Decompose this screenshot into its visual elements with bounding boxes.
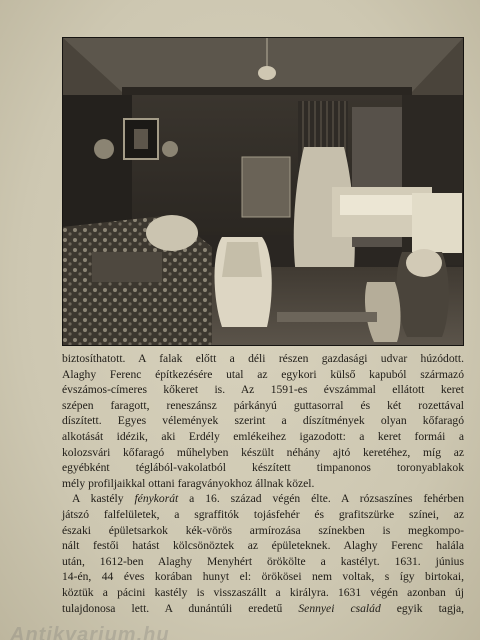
text-run: egyik tagja, bbox=[380, 601, 465, 615]
text-line-with-emphasis bbox=[62, 601, 464, 617]
text-line: Alaghy Ferenc építkezésére utal az egykori külső kapuból származó bbox=[62, 367, 464, 381]
text-line: mély profiljaikkal ottani faragványokhoz állnak közel. bbox=[62, 476, 315, 490]
text-line: játszó falfelületek, a sgraffitók tojásfehér és grafitszürke színei, az bbox=[62, 507, 464, 521]
text-line: évszámos-címeres kőkeret is. Az 1591-es évszámmal ellátott keret bbox=[62, 383, 464, 397]
body-text bbox=[62, 351, 464, 616]
text-run: tulajdonosa lett. A dunántúli eredetű bbox=[62, 601, 299, 615]
text-line: 14-én, 44 éves korában hunyt el: örökösei nem voltak, s így birtokai, bbox=[62, 570, 464, 584]
text-line: díszített. Egyes vélemények szerint a díszítmények olyan kőfaragó bbox=[62, 414, 464, 428]
emphasized-term: Sennyei család bbox=[298, 601, 381, 615]
text-line: köztük a pácini kastély is visszaszállt a királyra. 1631 végén azonban új bbox=[62, 585, 464, 599]
text-line: biztosíthatott. A falak előtt a déli részen gazdasági udvar húzódott. bbox=[62, 352, 464, 365]
text-line: északi épületsarkok kék-vörös armírozása színekben is megkompo- bbox=[62, 523, 464, 537]
text-line: nált festői hatást kölcsönöztek az épületeknek. Alaghy Ferenc halála bbox=[62, 539, 464, 553]
text-line: kolozsvári kőfaragó műhelyben készült néhány ajtó keretéhez, míg az bbox=[62, 445, 464, 459]
text-line: szépen faragott, reneszánsz párkányú guttasorral és két rozettával bbox=[62, 398, 464, 412]
text-line: egyébként téglából-vakolatból készített timpanonos toronyablakok bbox=[62, 461, 464, 475]
text-line: alkotását idézik, aki Erdély emlékeihez igazodott: a keret formái a bbox=[62, 429, 464, 443]
text-run: a 16. század végén élte. A rózsaszínes fehérben bbox=[178, 492, 464, 506]
text-line: után, 1612-ben Alaghy Menyhért örökölte a kastélyt. 1631. június bbox=[62, 554, 464, 568]
interior-photograph-image bbox=[62, 37, 464, 346]
interior-photograph bbox=[62, 37, 464, 346]
watermark: Antikvarium.hu bbox=[10, 626, 170, 640]
text-run: A kastély bbox=[72, 492, 135, 506]
emphasized-term: fénykorát bbox=[134, 492, 179, 506]
text-line-with-emphasis bbox=[62, 491, 464, 507]
